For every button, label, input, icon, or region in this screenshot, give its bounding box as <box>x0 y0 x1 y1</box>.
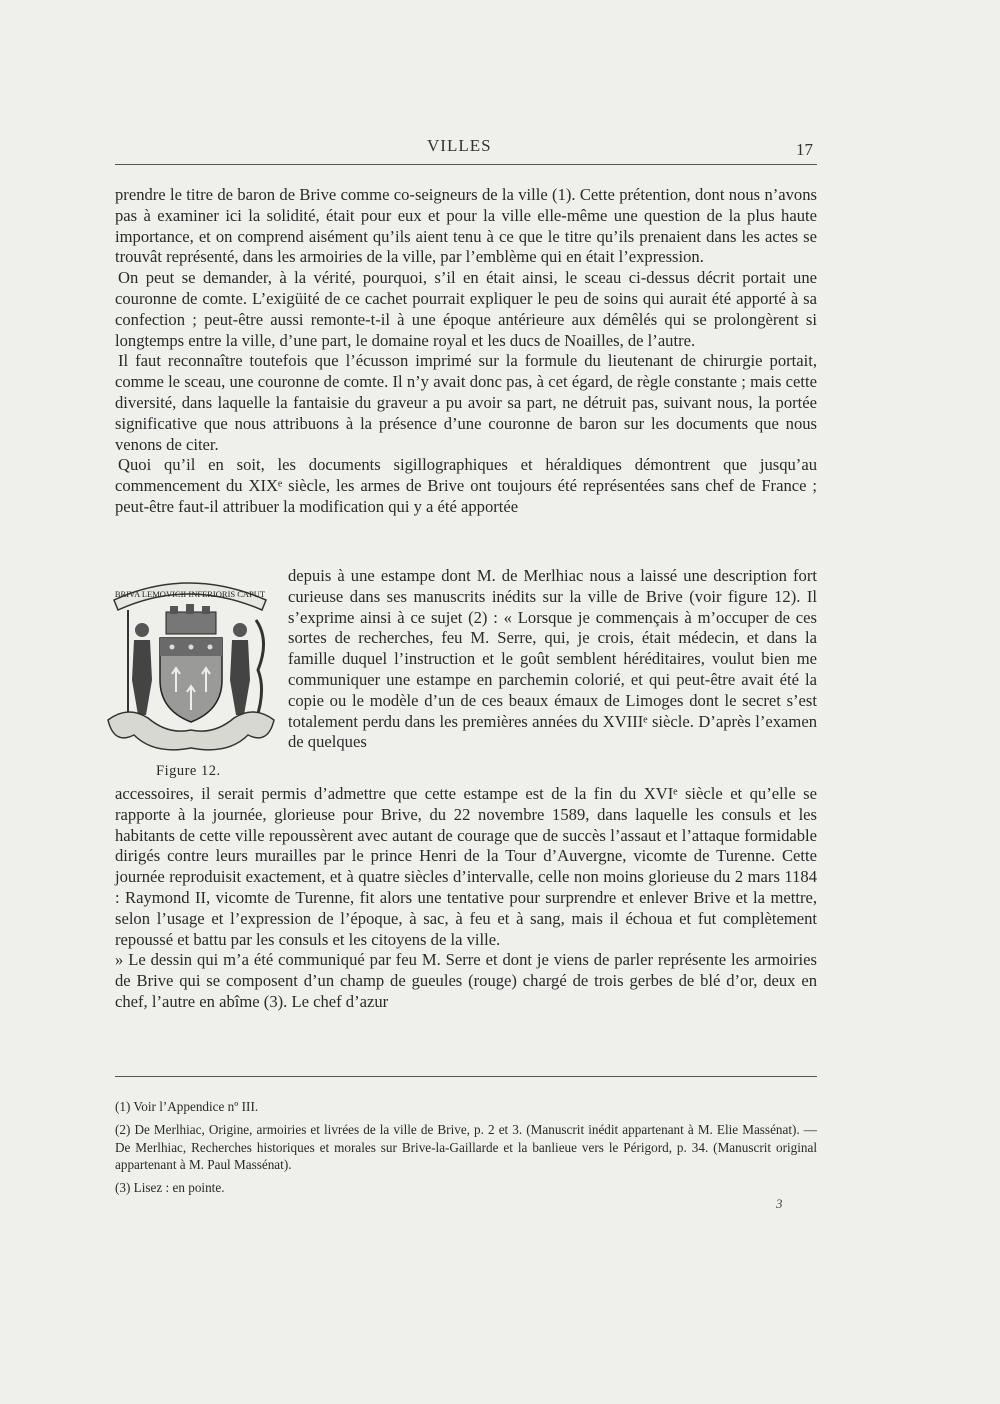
coat-of-arms-figure <box>98 570 282 760</box>
text-beside-figure <box>288 566 817 753</box>
body-text-top <box>115 185 817 518</box>
signature-mark: 3 <box>776 1196 783 1211</box>
footnote-2: (2) De Merlhiac, Origine, armoiries et livrées de la ville de Brive, p. 2 et 3. (Manuscrit inédit appartenant à M. Elie Massénat). — De Merlhiac, Recherches historiques et morales sur Brive-la-Gaillarde et la banlieue vers le Périgord, p. 34. (Manuscrit original appartenant à M. Paul Massénat). <box>115 1121 817 1173</box>
paragraph-6: » Le dessin qui m’a été communiqué par feu M. Serre et dont je viens de parler représente les armoiries de Brive qui se composent d’un champ de gueules (rouge) chargé de trois gerbes de blé d’or, deux en chef, l’autre en abîme (3). Le chef d’azur <box>115 950 817 1011</box>
footnotes <box>115 1098 817 1202</box>
paragraph-5: accessoires, il serait permis d’admettre que cette estampe est de la fin du XVIᵉ siècle et qu’elle se rapporte à la journée, glorieuse pour Brive, du 22 novembre 1589, dans laquelle les consuls et les habitants de cette ville repoussèrent avec autant de courage que de succès l’assaut et l’attaque formidable dirigés contre leurs murailles par le prince Henri de la Tour d’Auvergne, vicomte de Turenne. Cette journée reproduisit exactement, et à quatre siècles d’intervalle, celle non moins glorieuse du 2 mars 1184 : Raymond II, vicomte de Turenne, fit alors une tentative pour surprendre et enlever Brive et la mettre, selon l’usage et l’expression de l’époque, à sac, à feu et à sang, mais il échoua et fut complètement repoussé et battu par les consuls et les citoyens de la ville. <box>115 784 817 949</box>
footnote-rule <box>115 1076 817 1077</box>
banner-motto: BRIVA LEMOVICII INFERIORIS CAPUT <box>114 589 266 599</box>
header-rule <box>115 164 817 165</box>
coat-of-arms-illustration <box>98 570 282 760</box>
footnote-1: (1) Voir l’Appendice nº III. <box>115 1099 259 1114</box>
paragraph-1: prendre le titre de baron de Brive comme co-seigneurs de la ville (1). Cette prétention, dont nous n’avons pas à examiner ici la solidité, était pour eux et pour la ville elle-même une question de la plus haute importance, et on comprend aisément qu’ils aient tenu à ce que le titre qu’ils prenaient dans les actes se trouvât représenté, dans les armoiries de la ville, par l’emblème qui en était l’expression. <box>115 185 817 267</box>
paragraph-2: On peut se demander, à la vérité, pourquoi, s’il en était ainsi, le sceau ci-dessus décrit portait une couronne de comte. L’exigüité de ce cachet pourrait expliquer le peu de soins qui aurait été apporté à sa confection ; peut-être aussi remonte-t-il à une époque antérieure aux démêlés qui se prolongèrent si longtemps entre la ville, d’une part, le domaine royal et les ducs de Noailles, de l’autre. <box>115 268 817 350</box>
body-text-bottom <box>115 784 817 1013</box>
float-paragraph: depuis à une estampe dont M. de Merlhiac nous a laissé une description fort curieuse dans ses manuscrits inédits sur la ville de Brive (voir figure 12). Il s’exprime ainsi à ce sujet (2) : « Lorsque je commençais à m’occuper de ces sortes de recherches, feu M. Serre, qui, je crois, était médecin, et dans la famille duquel l’instruction et le goût semblent héréditaires, voulut bien me communiquer une estampe en parchemin colorié, et qui peut-être avait été la copie ou le modèle d’un de ces beaux émaux de Limoges dont le secret s’est totalement perdu dans les premières années du XVIIIᵉ siècle. D’après l’examen de quelques <box>288 566 817 752</box>
paragraph-4: Quoi qu’il en soit, les documents sigillographiques et héraldiques démontrent que jusqu’au commencement du XIXᵉ siècle, les armes de Brive ont toujours été représentées sans chef de France ; peut-être faut-il attribuer la modification qui y a été apportée <box>115 455 817 516</box>
running-header-title: VILLES <box>427 136 492 155</box>
paragraph-3: Il faut reconnaître toutefois que l’écusson imprimé sur la formule du lieutenant de chirurgie portait, comme le sceau, une couronne de comte. Il n’y avait donc pas, à cet égard, de règle constante ; mais cette diversité, dans laquelle la fantaisie du graveur a pu avoir sa part, ne détruit pas, suivant nous, la portée significative que nous attribuons à la présence d’une couronne de baron sur les documents que nous venons de citer. <box>115 351 817 454</box>
figure-caption: Figure 12. <box>156 763 221 779</box>
footnote-3: (3) Lisez : en pointe. <box>115 1180 225 1196</box>
page-number: 17 <box>796 140 813 159</box>
